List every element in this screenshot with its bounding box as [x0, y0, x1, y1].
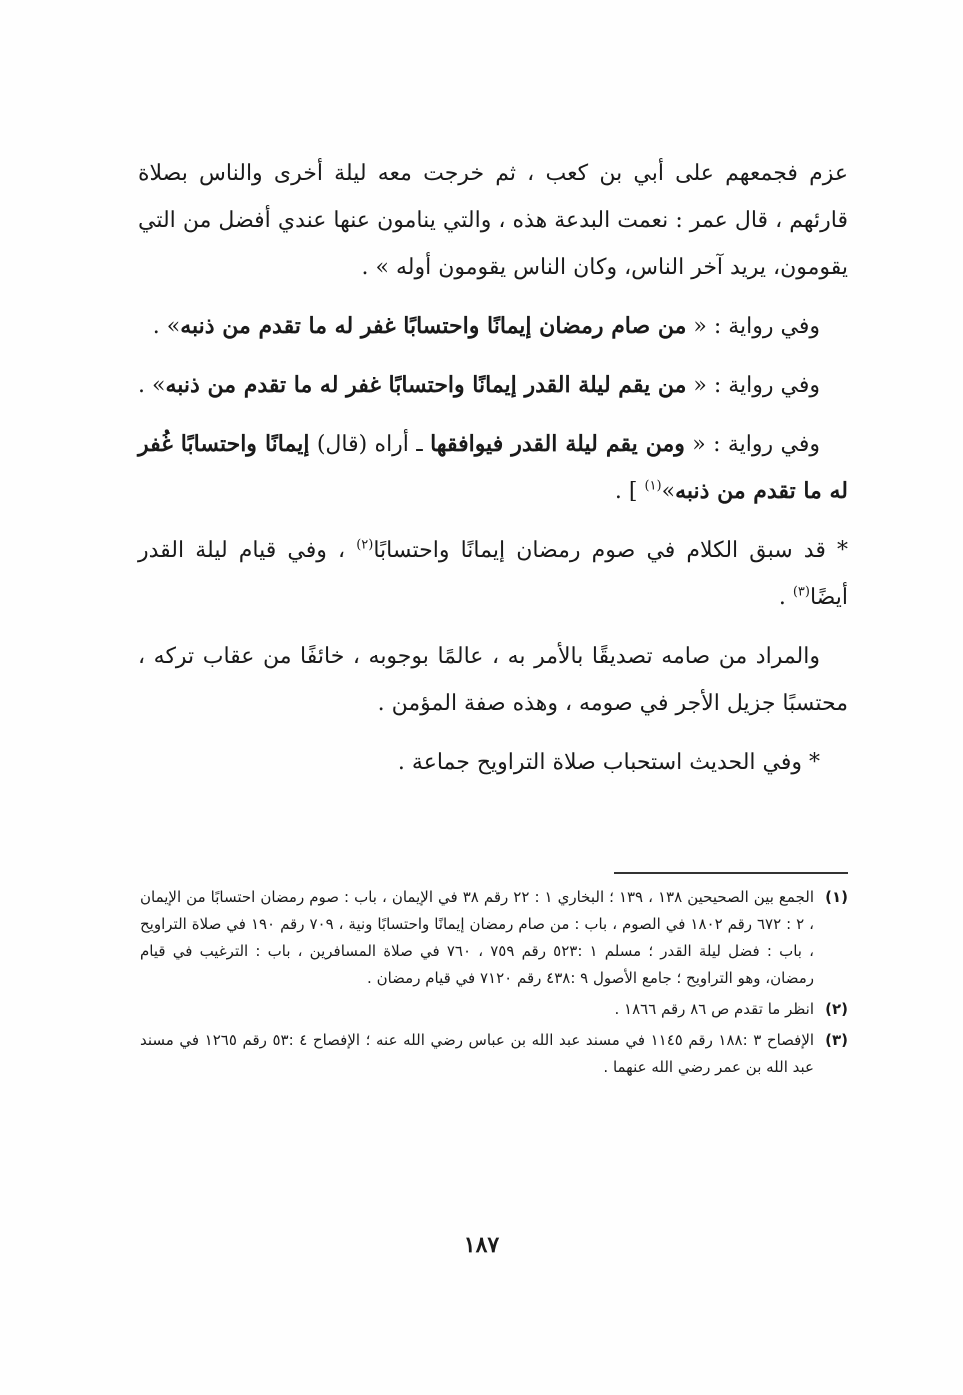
footnote-text: الجمع بين الصحيحين ١٣٨ ، ١٣٩ ؛ البخاري ١ : ٢٢ رقم ٣٨ في الإيمان ، باب : صوم رمضان احتسابًا من الإيمان ، ٢ : ٦٧٢ رقم ١٨٠٢ في الصوم ، باب : من صام رمضان إيمانًا واحتسابًا ونية ، ٧٠٩ رقم ١٩٠ في صلاة التراويح ، باب : فضل ليلة القدر ؛ مسلم ١ :٥٢٣ رقم ٧٥٩ ، ٧٦٠ في صلاة المسافرين ، باب : الترغيب في قيام رمضان، وهو التراويح ؛ جامع الأصول ٩ :٤٣٨ رقم ٧١٢٠ في قيام رمضان . [140, 888, 815, 987]
hadith-text: من يقم ليلة القدر إيمانًا واحتسابًا غفر له ما تقدم من ذنبه [165, 372, 687, 398]
hadith-tail: » . [152, 314, 181, 339]
paragraph-tarawih: * وفي الحديث استحباب صلاة التراويح جماعة . [397, 750, 820, 775]
footnote-text: الإفصاح ٣ :١٨٨ رقم ١١٤٥ في مسند عبد الله بن عباس رضي الله عنه ؛ الإفصاح ٤ :٥٣ رقم ١٢٦٥ في مسند عبد الله بن عمر رضي الله عنهما . [140, 1031, 815, 1076]
footnote-1 [140, 884, 848, 992]
paragraph-hadith-fasting [138, 303, 848, 350]
footnote-ref-2: (٢) [356, 537, 374, 553]
footnote-ref-3: (٣) [792, 584, 810, 600]
hadith-lead: وفي رواية : « [686, 314, 820, 339]
footnote-text: انظر ما تقدم ص ٨٦ رقم ١٨٦٦ . [614, 1000, 814, 1018]
footnote-separator [614, 872, 848, 874]
paragraph-hadith-qadr [138, 362, 848, 409]
hadith-text-part2: إيمانًا واحتسابًا غُفر له ما تقدم من ذنبه [138, 431, 848, 504]
footnote-ref-1: (١) [644, 478, 662, 494]
hadith-text: من صام رمضان إيمانًا واحتسابًا غفر له ما تقدم من ذنبه [180, 313, 687, 339]
star-text-3: . [778, 585, 793, 610]
paragraph-hadith-qadr-aside [138, 421, 848, 515]
footnote-2 [140, 996, 848, 1023]
hadith-text-part1: ومن يقم ليلة القدر فيوافقها [430, 431, 685, 457]
footnote-number: (٢) [825, 1000, 848, 1018]
footnote-number: (٣) [825, 1031, 848, 1049]
hadith-aside: ـ أراه (قال) [309, 432, 431, 457]
paragraph-explanation: والمراد من صامه تصديقًا بالأمر به ، عالمًا بوجوبه ، خائفًا من عقاب تركه ، محتسبًا جزيل الأجر في صومه ، وهذه صفة المؤمن . [138, 644, 848, 716]
hadith-lead: وفي رواية : « [686, 373, 820, 398]
footnotes [140, 884, 848, 1085]
paragraph-star-references [138, 527, 848, 621]
star-text-1: * قد سبق الكلام في صوم رمضان إيمانًا واحتسابًا [373, 538, 848, 563]
main-text [138, 150, 848, 798]
hadith-tail: » [661, 479, 676, 504]
hadith-tail: » . [138, 373, 166, 398]
footnote-3 [140, 1027, 848, 1081]
star-text-2: ، وفي قيام ليلة القدر أيضًا [138, 538, 848, 610]
page-number: ١٨٧ [463, 1232, 500, 1258]
footnote-number: (١) [825, 888, 848, 906]
paragraph-narration: عزم فجمعهم على أبي بن كعب ، ثم خرجت معه ليلة أخرى والناس بصلاة قارئهم ، قال عمر : نعمت البدعة هذه ، والتي ينامون عنها عندي أفضل من التي يقومون، يريد آخر الناس، وكان الناس يقومون أوله » . [138, 161, 848, 280]
hadith-lead: وفي رواية : « [684, 432, 820, 457]
hadith-close: ] . [614, 479, 645, 504]
